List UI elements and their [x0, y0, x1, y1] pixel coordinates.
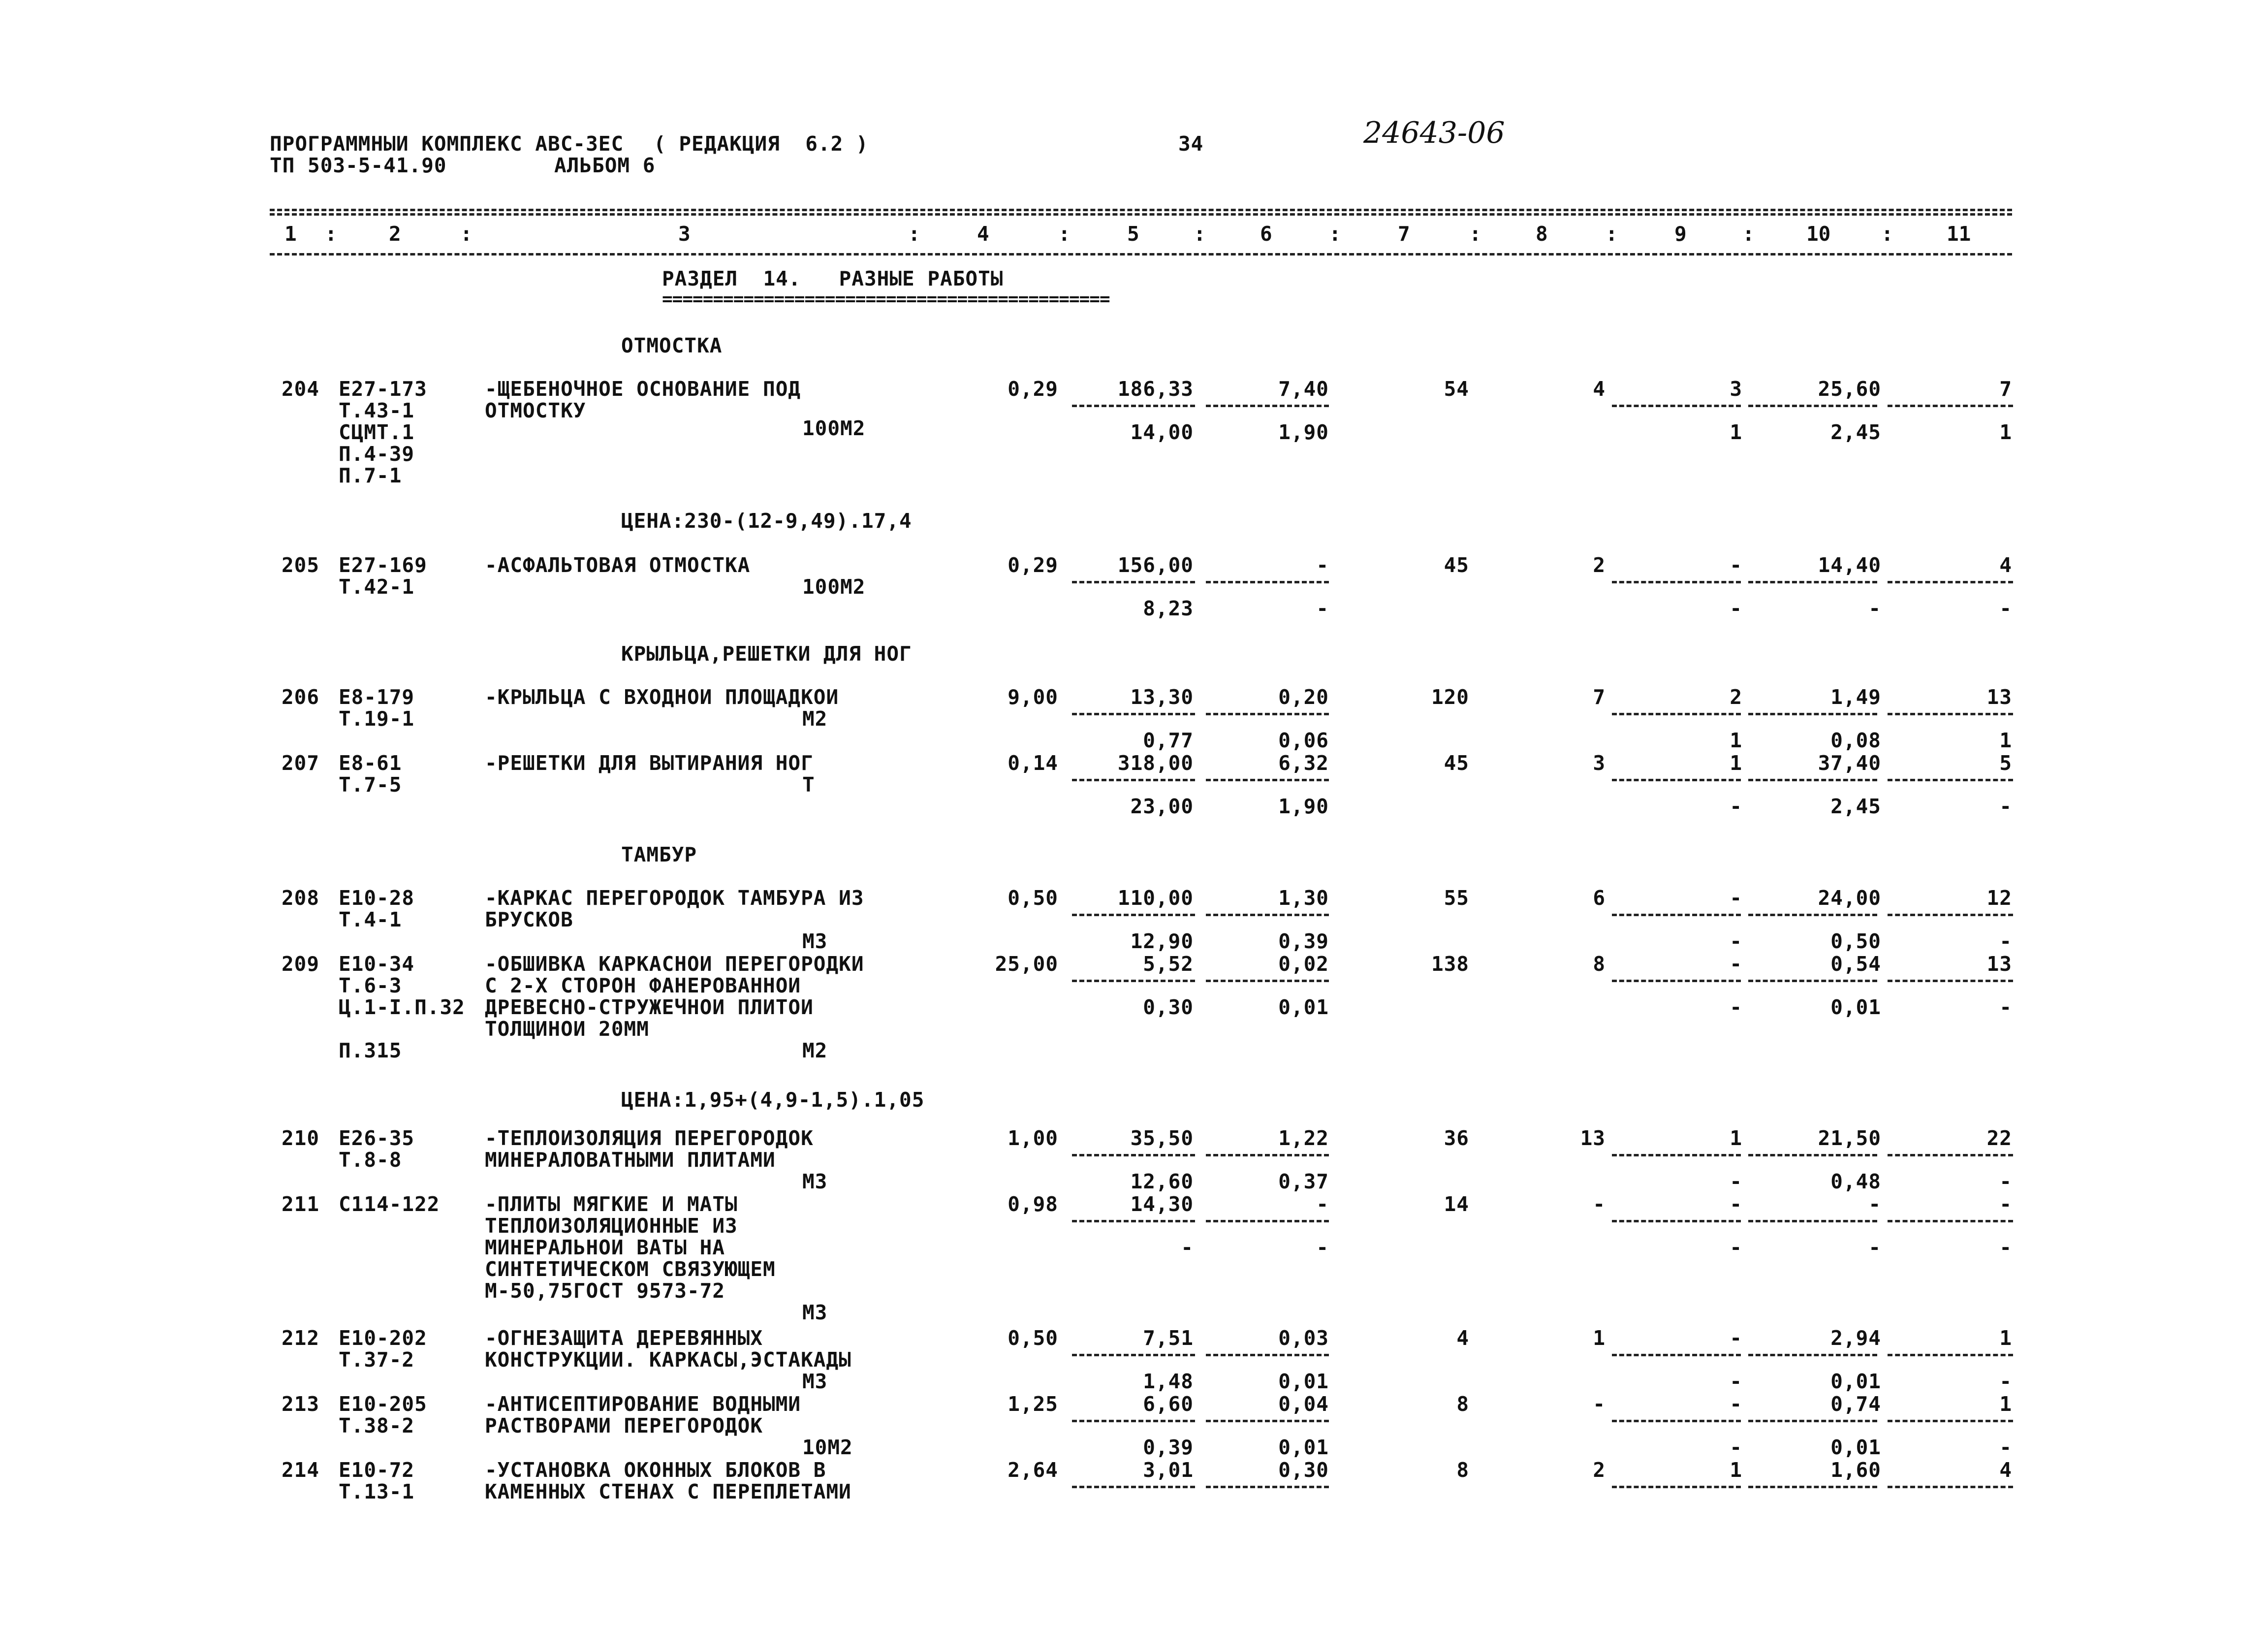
separator-6 — [1206, 1154, 1329, 1156]
work-description: -КАРКАС ПЕРЕГОРОДОК ТАМБУРА ИЗ — [485, 886, 864, 910]
col6-sub-value: 0,37 — [1278, 1170, 1329, 1193]
unit: М3 — [802, 1301, 828, 1324]
col-header-10: 10 — [1806, 222, 1831, 246]
col-header-3: 3 — [678, 222, 691, 246]
col10-value: 0,74 — [1830, 1392, 1881, 1416]
col10-sub-value: 2,45 — [1830, 795, 1881, 818]
col9-value: - — [1730, 886, 1742, 910]
work-description: -РЕШЕТКИ ДЛЯ ВЫТИРАНИЯ НОГ — [485, 751, 814, 775]
col9-sub-value: 1 — [1730, 729, 1742, 752]
col11-sub-value: 1 — [1999, 729, 2012, 752]
separator-10 — [1748, 1154, 1877, 1156]
col6-sub-value: 1,90 — [1278, 795, 1329, 818]
quantity: 1,25 — [1008, 1392, 1058, 1416]
col11-sub-value: - — [1999, 597, 2012, 620]
subsection-tambur: ТАМБУР — [621, 843, 697, 866]
col8-value: - — [1593, 1392, 1606, 1416]
norm-code: Е10-28 — [339, 886, 415, 910]
col9-sub-value: - — [1730, 597, 1742, 620]
col5-value: 3,01 — [1143, 1458, 1194, 1482]
page-number: 34 — [1178, 132, 1204, 156]
separator-6 — [1206, 1220, 1329, 1222]
col10-sub-value: 0,01 — [1830, 995, 1881, 1019]
col9-value: 3 — [1730, 377, 1742, 401]
col7-value: 45 — [1444, 553, 1469, 577]
quantity: 0,98 — [1008, 1192, 1058, 1216]
row-number: 212 — [282, 1326, 320, 1350]
col8-value: 13 — [1580, 1126, 1606, 1150]
col9-value: - — [1730, 1326, 1742, 1350]
col8-value: 7 — [1593, 685, 1606, 709]
col11-sub-value: - — [1999, 929, 2012, 953]
subsection-krylca: КРЫЛЬЦА,РЕШЕТКИ ДЛЯ НОГ — [621, 642, 912, 666]
price-note-209: ЦЕНА:1,95+(4,9-1,5).1,05 — [621, 1088, 925, 1112]
col11-sub-value: - — [1999, 1170, 2012, 1193]
separator-11 — [1888, 1420, 2013, 1422]
row-number: 207 — [282, 751, 320, 775]
col11-value: 22 — [1986, 1126, 2012, 1150]
col-header-6: 6 — [1260, 222, 1272, 246]
norm-code: С114-122 — [339, 1192, 440, 1216]
col9-value: - — [1730, 1192, 1742, 1216]
quantity: 0,29 — [1008, 377, 1058, 401]
col5-sub-value: 12,90 — [1130, 929, 1194, 953]
col8-value: 3 — [1593, 751, 1606, 775]
col9-sub-value: - — [1730, 1170, 1742, 1193]
col6-sub-value: 0,39 — [1278, 929, 1329, 953]
separator-6 — [1206, 980, 1329, 982]
separator-6 — [1206, 914, 1329, 916]
col-header-7: 7 — [1398, 222, 1410, 246]
work-description: -ОГНЕЗАЩИТА ДЕРЕВЯННЫХ — [485, 1326, 763, 1350]
quantity: 0,50 — [1008, 886, 1058, 910]
col5-sub-value: 0,39 — [1143, 1436, 1194, 1459]
unit: 10М2 — [802, 1436, 853, 1459]
col9-value: - — [1730, 952, 1742, 976]
col9-sub-value: - — [1730, 1236, 1742, 1259]
col11-value: 5 — [1999, 751, 2012, 775]
norm-code: Ц.1-I.П.32 — [339, 995, 465, 1019]
norm-code: П.7-1 — [339, 464, 402, 487]
norm-code: Т.19-1 — [339, 707, 415, 731]
row-number: 206 — [282, 685, 320, 709]
col5-value: 186,33 — [1117, 377, 1194, 401]
norm-code: Е8-179 — [339, 685, 415, 709]
norm-code: Т.6-3 — [339, 974, 402, 997]
col10-sub-value: 0,01 — [1830, 1436, 1881, 1459]
col6-sub-value: 0,01 — [1278, 1370, 1329, 1393]
work-description: ДРЕВЕСНО-СТРУЖЕЧНОИ ПЛИТОИ — [485, 995, 814, 1019]
unit: М3 — [802, 1370, 828, 1393]
col10-value: 24,00 — [1818, 886, 1881, 910]
work-description: -АНТИСЕПТИРОВАНИЕ ВОДНЫМИ — [485, 1392, 801, 1416]
separator-5 — [1072, 914, 1195, 916]
separator-5 — [1072, 713, 1195, 715]
section-underline: ============================================ — [662, 289, 1110, 309]
col11-value: 1 — [1999, 1326, 2012, 1350]
separator-5 — [1072, 1154, 1195, 1156]
separator-9 — [1612, 1420, 1741, 1422]
work-description: МИНЕРАЛОВАТНЫМИ ПЛИТАМИ — [485, 1148, 776, 1172]
col11-sub-value: - — [1999, 795, 2012, 818]
work-description: -КРЫЛЬЦА С ВХОДНОИ ПЛОЩАДКОИ — [485, 685, 839, 709]
col11-sub-value: - — [1999, 1436, 2012, 1459]
col9-value: 1 — [1730, 1126, 1742, 1150]
separator-9 — [1612, 581, 1741, 583]
col10-value: - — [1868, 1192, 1881, 1216]
handwritten-number: 24643-06 — [1363, 116, 1505, 150]
row-number: 208 — [282, 886, 320, 910]
price-note-204: ЦЕНА:230-(12-9,49).17,4 — [621, 509, 912, 533]
col5-sub-value: 12,60 — [1130, 1170, 1194, 1193]
separator-9 — [1612, 1354, 1741, 1356]
col5-value: 7,51 — [1143, 1326, 1194, 1350]
col-header-4: 4 — [977, 222, 989, 246]
col-header-2: 2 — [389, 222, 401, 246]
quantity: 1,00 — [1008, 1126, 1058, 1150]
col11-value: 13 — [1986, 685, 2012, 709]
separator-5 — [1072, 1486, 1195, 1488]
separator-10 — [1748, 713, 1877, 715]
col11-value: 7 — [1999, 377, 2012, 401]
separator-9 — [1612, 1486, 1741, 1488]
separator-6 — [1206, 1486, 1329, 1488]
col5-value: 5,52 — [1143, 952, 1194, 976]
norm-code: Т.7-5 — [339, 773, 402, 797]
col5-value: 14,30 — [1130, 1192, 1194, 1216]
col-header-8: 8 — [1536, 222, 1548, 246]
work-description: -ПЛИТЫ МЯГКИЕ И МАТЫ — [485, 1192, 738, 1216]
separator-5 — [1072, 779, 1195, 781]
col10-sub-value: - — [1868, 1236, 1881, 1259]
norm-code: Т.38-2 — [339, 1414, 415, 1437]
row-number: 205 — [282, 553, 320, 577]
work-description: МИНЕРАЛЬНОИ ВАТЫ НА — [485, 1236, 725, 1259]
norm-code: Е10-205 — [339, 1392, 427, 1416]
col6-value: 0,04 — [1278, 1392, 1329, 1416]
header-program-title: ПРОГРАММНЫИ КОМПЛЕКС АВС-ЗЕС — [270, 132, 624, 156]
col5-sub-value: 0,77 — [1143, 729, 1194, 752]
separator-10 — [1748, 779, 1877, 781]
separator-5 — [1072, 980, 1195, 982]
col6-value: 1,22 — [1278, 1126, 1329, 1150]
norm-code: Е10-202 — [339, 1326, 427, 1350]
col-header-11: 11 — [1947, 222, 1971, 246]
col8-value: 2 — [1593, 1458, 1606, 1482]
separator-5 — [1072, 1420, 1195, 1422]
separator-6 — [1206, 779, 1329, 781]
separator-10 — [1748, 1220, 1877, 1222]
unit: 100М2 — [802, 416, 866, 440]
norm-code: П.4-39 — [339, 442, 415, 466]
col10-sub-value: 0,08 — [1830, 729, 1881, 752]
table-top-rule-2 — [270, 213, 2012, 216]
unit: 100М2 — [802, 575, 866, 599]
work-description: БРУСКОВ — [485, 908, 573, 931]
separator-11 — [1888, 1486, 2013, 1488]
col-header-1: 1 — [284, 222, 297, 246]
norm-code: Е8-61 — [339, 751, 402, 775]
col9-value: 2 — [1730, 685, 1742, 709]
separator-11 — [1888, 1154, 2013, 1156]
separator-11 — [1888, 980, 2013, 982]
work-description: С 2-Х СТОРОН ФАНЕРОВАННОИ — [485, 974, 801, 997]
separator-10 — [1748, 1354, 1877, 1356]
separator-9 — [1612, 405, 1741, 407]
col10-sub-value: 2,45 — [1830, 420, 1881, 444]
row-number: 210 — [282, 1126, 320, 1150]
col7-value: 55 — [1444, 886, 1469, 910]
col7-value: 14 — [1444, 1192, 1469, 1216]
col10-value: 0,54 — [1830, 952, 1881, 976]
col5-value: 6,60 — [1143, 1392, 1194, 1416]
header-edition: ( РЕДАКЦИЯ 6.2 ) — [654, 132, 869, 156]
col6-value: - — [1316, 1192, 1329, 1216]
separator-5 — [1072, 1220, 1195, 1222]
col8-value: 8 — [1593, 952, 1606, 976]
work-description: ТОЛЩИНОИ 20ММ — [485, 1017, 649, 1041]
col9-value: 1 — [1730, 1458, 1742, 1482]
quantity: 25,00 — [995, 952, 1058, 976]
col6-sub-value: 0,06 — [1278, 729, 1329, 752]
unit: М2 — [802, 1039, 828, 1062]
col9-value: 1 — [1730, 751, 1742, 775]
col7-value: 36 — [1444, 1126, 1469, 1150]
col5-sub-value: - — [1181, 1236, 1194, 1259]
separator-11 — [1888, 914, 2013, 916]
work-description: -УСТАНОВКА ОКОННЫХ БЛОКОВ В — [485, 1458, 826, 1482]
separator-9 — [1612, 713, 1741, 715]
col5-sub-value: 8,23 — [1143, 597, 1194, 620]
separator-5 — [1072, 1354, 1195, 1356]
col7-value: 8 — [1456, 1392, 1469, 1416]
separator-9 — [1612, 779, 1741, 781]
separator-6 — [1206, 713, 1329, 715]
row-number: 204 — [282, 377, 320, 401]
col9-sub-value: - — [1730, 795, 1742, 818]
separator-6 — [1206, 1354, 1329, 1356]
col7-value: 138 — [1431, 952, 1469, 976]
separator-6 — [1206, 405, 1329, 407]
col7-value: 54 — [1444, 377, 1469, 401]
col6-sub-value: 0,01 — [1278, 1436, 1329, 1459]
col6-sub-value: - — [1316, 1236, 1329, 1259]
separator-10 — [1748, 581, 1877, 583]
separator-11 — [1888, 1220, 2013, 1222]
col5-value: 13,30 — [1130, 685, 1194, 709]
col10-value: 14,40 — [1818, 553, 1881, 577]
col11-value: 13 — [1986, 952, 2012, 976]
col8-value: 4 — [1593, 377, 1606, 401]
separator-11 — [1888, 405, 2013, 407]
section-title: РАЗДЕЛ 14. РАЗНЫЕ РАБОТЫ — [662, 267, 1004, 290]
col6-value: - — [1316, 553, 1329, 577]
separator-9 — [1612, 980, 1741, 982]
col7-value: 4 — [1456, 1326, 1469, 1350]
col6-value: 0,03 — [1278, 1326, 1329, 1350]
separator-5 — [1072, 581, 1195, 583]
norm-code: Т.8-8 — [339, 1148, 402, 1172]
work-description: ОТМОСТКУ — [485, 399, 586, 422]
separator-9 — [1612, 1220, 1741, 1222]
work-description: КАМЕННЫХ СТЕНАХ С ПЕРЕПЛЕТАМИ — [485, 1480, 851, 1503]
row-number: 211 — [282, 1192, 320, 1216]
col11-value: 4 — [1999, 553, 2012, 577]
quantity: 0,29 — [1008, 553, 1058, 577]
separator-10 — [1748, 1420, 1877, 1422]
col10-value: 37,40 — [1818, 751, 1881, 775]
work-description: -ЩЕБЕНОЧНОЕ ОСНОВАНИЕ ПОД — [485, 377, 801, 401]
col-header-9: 9 — [1674, 222, 1687, 246]
col9-sub-value: - — [1730, 929, 1742, 953]
separator-11 — [1888, 713, 2013, 715]
col10-sub-value: 0,48 — [1830, 1170, 1881, 1193]
col10-value: 25,60 — [1818, 377, 1881, 401]
norm-code: СЦМТ.1 — [339, 420, 415, 444]
table-header-bottom-rule — [270, 253, 2012, 256]
norm-code: Е27-173 — [339, 377, 427, 401]
col10-sub-value: 0,01 — [1830, 1370, 1881, 1393]
col11-sub-value: - — [1999, 1236, 2012, 1259]
norm-code: Т.42-1 — [339, 575, 415, 599]
separator-9 — [1612, 914, 1741, 916]
col10-value: 21,50 — [1818, 1126, 1881, 1150]
work-description: СИНТЕТИЧЕСКОМ СВЯЗУЮЩЕМ — [485, 1257, 776, 1281]
norm-code: Т.4-1 — [339, 908, 402, 931]
norm-code: Е10-34 — [339, 952, 415, 976]
unit: М3 — [802, 929, 828, 953]
row-number: 213 — [282, 1392, 320, 1416]
table-top-rule — [270, 209, 2012, 211]
col8-value: 2 — [1593, 553, 1606, 577]
row-number: 214 — [282, 1458, 320, 1482]
col11-sub-value: 1 — [1999, 420, 2012, 444]
col5-sub-value: 14,00 — [1130, 420, 1194, 444]
norm-code: Т.37-2 — [339, 1348, 415, 1372]
col10-sub-value: - — [1868, 597, 1881, 620]
separator-11 — [1888, 581, 2013, 583]
col8-value: 6 — [1593, 886, 1606, 910]
header-project-code: ТП 503-5-41.90 — [270, 154, 447, 177]
norm-code: Т.43-1 — [339, 399, 415, 422]
col10-sub-value: 0,50 — [1830, 929, 1881, 953]
norm-code: Е26-35 — [339, 1126, 415, 1150]
col6-value: 1,30 — [1278, 886, 1329, 910]
col5-value: 110,00 — [1117, 886, 1194, 910]
col6-value: 0,30 — [1278, 1458, 1329, 1482]
work-description: М-50,75ГОСТ 9573-72 — [485, 1279, 725, 1303]
separator-10 — [1748, 405, 1877, 407]
col5-sub-value: 23,00 — [1130, 795, 1194, 818]
norm-code: Е10-72 — [339, 1458, 415, 1482]
col6-sub-value: 1,90 — [1278, 420, 1329, 444]
norm-code: Е27-169 — [339, 553, 427, 577]
col5-value: 156,00 — [1117, 553, 1194, 577]
separator-6 — [1206, 581, 1329, 583]
separator-5 — [1072, 405, 1195, 407]
col6-sub-value: 0,01 — [1278, 995, 1329, 1019]
col8-value: 1 — [1593, 1326, 1606, 1350]
row-number: 209 — [282, 952, 320, 976]
norm-code: П.315 — [339, 1039, 402, 1062]
col5-sub-value: 0,30 — [1143, 995, 1194, 1019]
col9-sub-value: - — [1730, 1370, 1742, 1393]
header-album: АЛЬБОМ 6 — [554, 154, 656, 177]
col9-sub-value: - — [1730, 995, 1742, 1019]
separator-10 — [1748, 1486, 1877, 1488]
col-header-5: 5 — [1127, 222, 1139, 246]
unit: М2 — [802, 707, 828, 731]
work-description: -ОБШИВКА КАРКАСНОИ ПЕРЕГОРОДКИ — [485, 952, 864, 976]
col11-sub-value: - — [1999, 995, 2012, 1019]
col10-value: 2,94 — [1830, 1326, 1881, 1350]
quantity: 0,50 — [1008, 1326, 1058, 1350]
col9-sub-value: 1 — [1730, 420, 1742, 444]
norm-code: Т.13-1 — [339, 1480, 415, 1503]
col5-value: 318,00 — [1117, 751, 1194, 775]
col5-sub-value: 1,48 — [1143, 1370, 1194, 1393]
col5-value: 35,50 — [1130, 1126, 1194, 1150]
separator-10 — [1748, 980, 1877, 982]
unit: М3 — [802, 1170, 828, 1193]
separator-11 — [1888, 1354, 2013, 1356]
col6-value: 0,02 — [1278, 952, 1329, 976]
subsection-otmostka: ОТМОСТКА — [621, 334, 723, 357]
separator-10 — [1748, 914, 1877, 916]
quantity: 0,14 — [1008, 751, 1058, 775]
quantity: 2,64 — [1008, 1458, 1058, 1482]
col11-sub-value: - — [1999, 1370, 2012, 1393]
col10-value: 1,60 — [1830, 1458, 1881, 1482]
col10-value: 1,49 — [1830, 685, 1881, 709]
unit: Т — [802, 773, 815, 797]
col6-value: 0,20 — [1278, 685, 1329, 709]
col9-value: - — [1730, 1392, 1742, 1416]
work-description: -ТЕПЛОИЗОЛЯЦИЯ ПЕРЕГОРОДОК — [485, 1126, 814, 1150]
col11-value: 12 — [1986, 886, 2012, 910]
work-description: ТЕПЛОИЗОЛЯЦИОННЫЕ ИЗ — [485, 1214, 738, 1238]
work-description: -АСФАЛЬТОВАЯ ОТМОСТКА — [485, 553, 751, 577]
col7-value: 45 — [1444, 751, 1469, 775]
col6-value: 6,32 — [1278, 751, 1329, 775]
col7-value: 8 — [1456, 1458, 1469, 1482]
col11-value: 1 — [1999, 1392, 2012, 1416]
col6-sub-value: - — [1316, 597, 1329, 620]
col6-value: 7,40 — [1278, 377, 1329, 401]
col9-value: - — [1730, 553, 1742, 577]
quantity: 9,00 — [1008, 685, 1058, 709]
separator-9 — [1612, 1154, 1741, 1156]
col9-sub-value: - — [1730, 1436, 1742, 1459]
work-description: КОНСТРУКЦИИ. КАРКАСЫ,ЭСТАКАДЫ — [485, 1348, 851, 1372]
work-description: РАСТВОРАМИ ПЕРЕГОРОДОК — [485, 1414, 763, 1437]
col11-value: 4 — [1999, 1458, 2012, 1482]
col7-value: 120 — [1431, 685, 1469, 709]
separator-11 — [1888, 779, 2013, 781]
col8-value: - — [1593, 1192, 1606, 1216]
col11-value: - — [1999, 1192, 2012, 1216]
separator-6 — [1206, 1420, 1329, 1422]
